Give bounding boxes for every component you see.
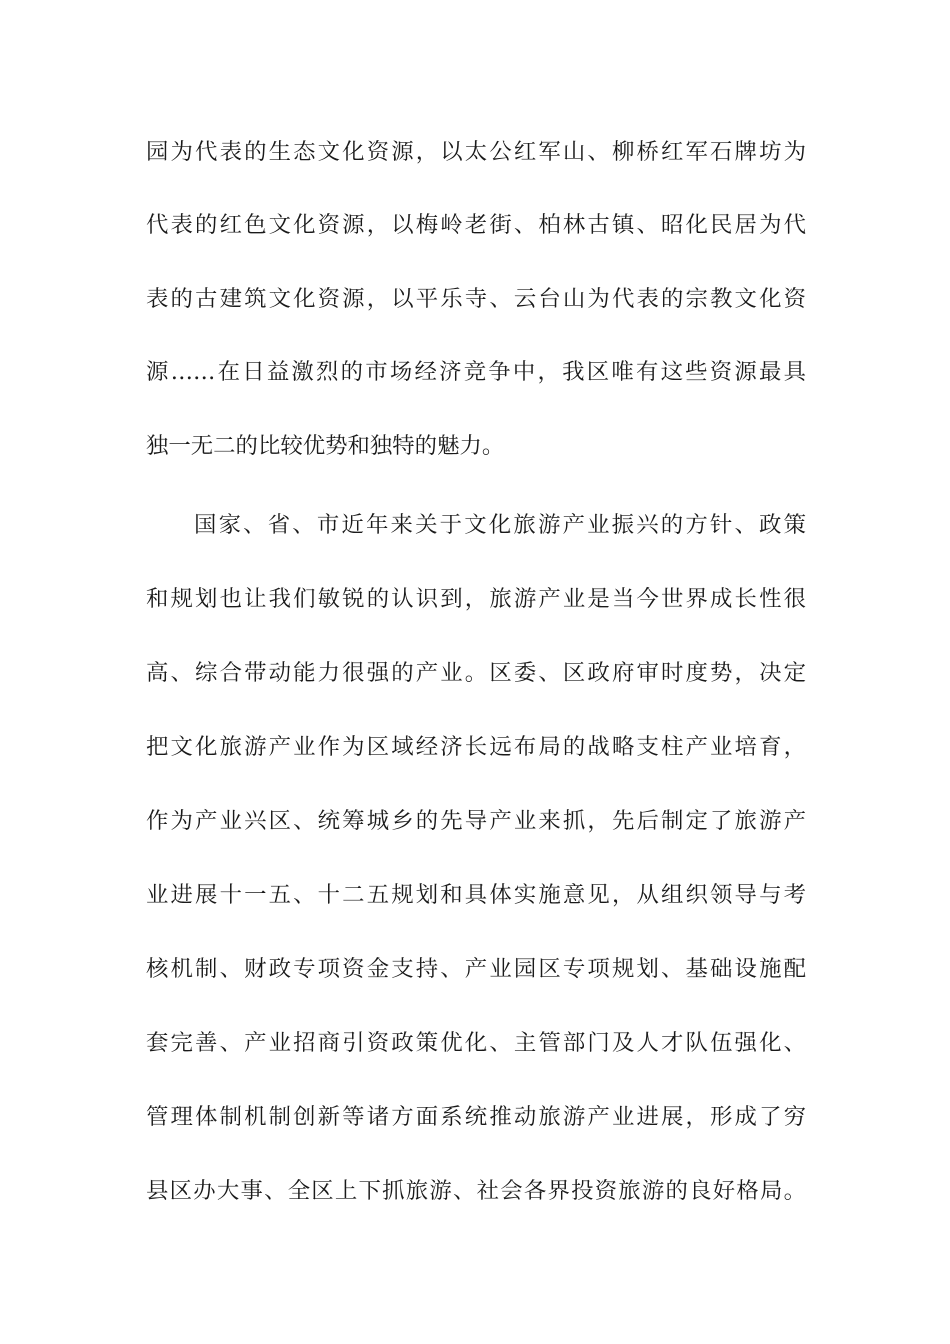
paragraph-2-line-5: 作为产业兴区、统筹城乡的先导产业来抓，先后制定了旅游产 [146,808,806,834]
paragraph-1-line-5: 独一无二的比较优势和独特的魅力。 [146,433,505,459]
paragraph-2-line-9: 管理体制机制创新等诸方面系统推动旅游产业进展，形成了穷 [146,1104,806,1130]
paragraph-2-line-4: 把文化旅游产业作为区域经济长远布局的战略支柱产业培育， [146,734,806,760]
paragraph-2-line-7: 核机制、财政专项资金支持、产业园区专项规划、基础设施配 [146,956,806,982]
paragraph-1-line-1: 园为代表的生态文化资源，以太公红军山、柳桥红军石牌坊为 [146,139,806,165]
paragraph-2-line-2: 和规划也让我们敏锐的认识到，旅游产业是当今世界成长性很 [146,586,806,612]
paragraph-2-line-1: 国家、省、市近年来关于文化旅游产业振兴的方针、政策 [194,512,806,538]
paragraph-2-line-6: 业进展十一五、十二五规划和具体实施意见，从组织领导与考 [146,882,806,908]
paragraph-1-line-3: 表的古建筑文化资源，以平乐寺、云台山为代表的宗教文化资 [146,286,806,312]
paragraph-1-line-4: 源……在日益激烈的市场经济竞争中，我区唯有这些资源最具 [146,359,806,385]
paragraph-1-line-2: 代表的红色文化资源，以梅岭老街、柏林古镇、昭化民居为代 [146,212,806,238]
paragraph-2-line-3: 高、综合带动能力很强的产业。区委、区政府审时度势，决定 [146,660,806,686]
paragraph-2-line-10: 县区办大事、全区上下抓旅游、社会各界投资旅游的良好格局。 [146,1178,806,1204]
paragraph-2-line-8: 套完善、产业招商引资政策优化、主管部门及人才队伍强化、 [146,1030,806,1056]
